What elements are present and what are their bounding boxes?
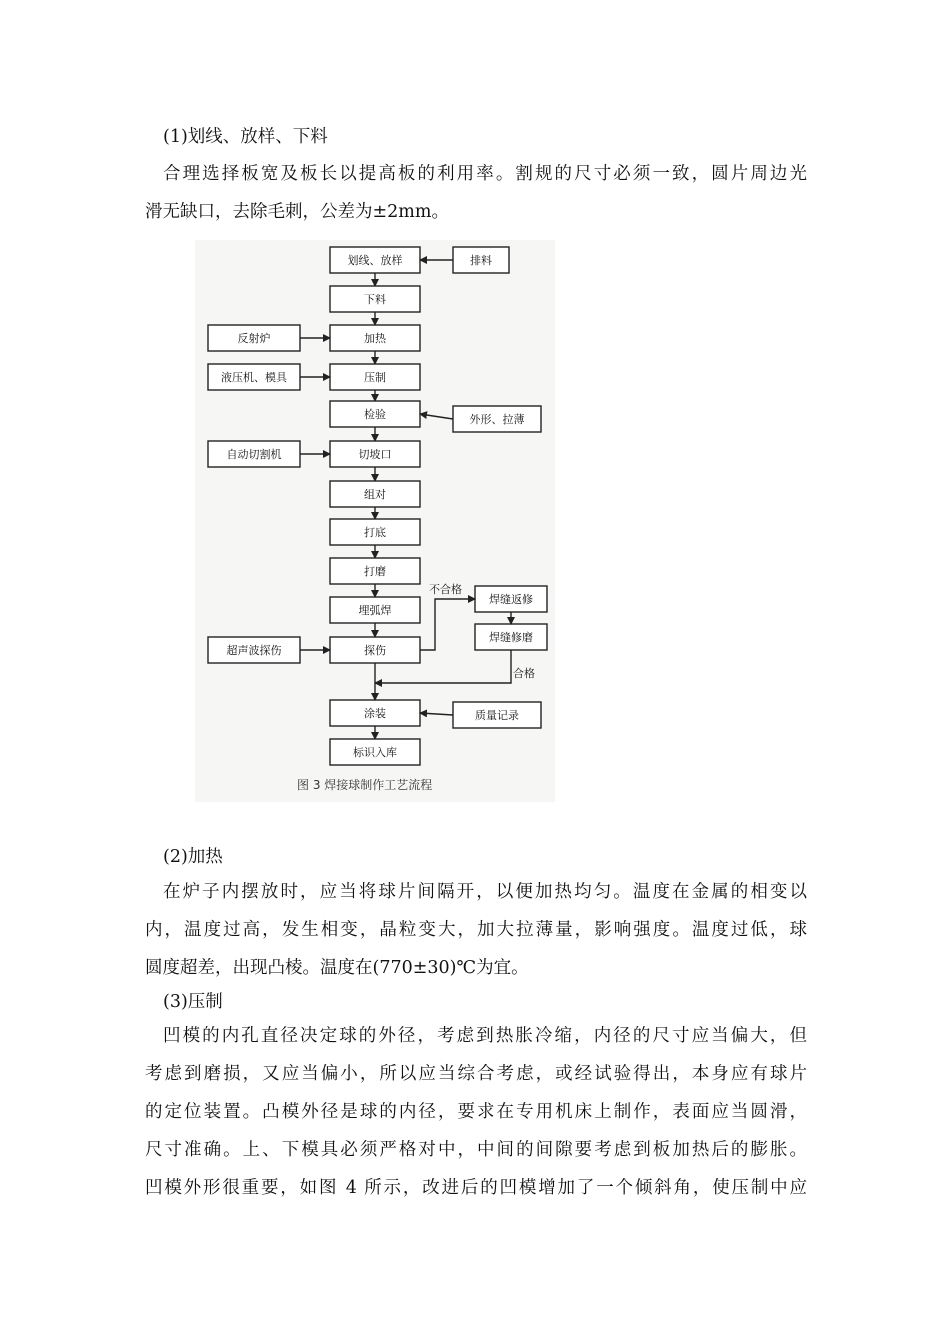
paragraph-line: 的定位装置。凸模外径是球的内径，要求在专用机床上制作，表面应当圆滑， (145, 1102, 807, 1122)
svg-text:超声波探伤: 超声波探伤 (226, 644, 282, 657)
main-step-labeling-storage (330, 739, 420, 765)
svg-text:反射炉: 反射炉 (237, 332, 271, 345)
svg-text:标识入库: 标识入库 (353, 746, 397, 759)
section-2-heading: (2)加热 (163, 847, 223, 867)
pass-label: 合格 (513, 667, 535, 680)
section-2-paragraph (145, 873, 807, 987)
svg-text:外形、拉薄: 外形、拉薄 (469, 413, 525, 426)
right-input-quality-record (453, 702, 541, 728)
svg-text:自动切割机: 自动切割机 (226, 448, 282, 461)
figure-caption: 图 3 焊接球制作工艺流程 (297, 778, 433, 792)
svg-text:检验: 检验 (364, 408, 386, 421)
svg-text:加热: 加热 (364, 332, 386, 345)
svg-text:下料: 下料 (364, 293, 386, 306)
right-input-nesting (453, 247, 509, 273)
left-input-reflection-furnace (208, 325, 300, 351)
main-step-mark-out (330, 247, 420, 273)
paragraph-line: 圆度超差，出现凸棱。温度在(770±30)℃为宜。 (145, 958, 529, 978)
left-input-auto-cutter (208, 441, 300, 467)
main-step-heating (330, 325, 420, 351)
paragraph-line: 凹模的内孔直径决定球的外径，考虑到热胀冷缩，内径的尺寸应当偏大，但 (163, 1026, 807, 1046)
svg-text:打磨: 打磨 (364, 565, 386, 578)
main-step-painting (330, 700, 420, 726)
svg-text:排料: 排料 (470, 254, 492, 267)
svg-text:划线、放样: 划线、放样 (347, 254, 403, 267)
main-step-root-welding (330, 519, 420, 545)
paragraph-line: 内，温度过高，发生相变，晶粒变大，加大拉薄量，影响强度。温度过低，球 (145, 920, 807, 940)
repair-step-weld-rework (475, 586, 547, 612)
main-step-grinding (330, 558, 420, 584)
section-1-heading: (1)划线、放样、下料 (163, 127, 328, 147)
paragraph-line: 凹模外形很重要，如图 4 所示，改进后的凹模增加了一个倾斜角，使压制中应 (145, 1178, 807, 1198)
flowchart-diagram (195, 240, 555, 802)
paragraph-line: 滑无缺口，去除毛刺，公差为±2mm。 (145, 202, 449, 222)
section-3-heading: (3)压制 (163, 992, 223, 1012)
main-step-inspection (330, 401, 420, 427)
left-input-hydraulic-press (208, 364, 300, 390)
main-step-submerged-arc-welding (330, 597, 420, 623)
paragraph-line: 在炉子内摆放时，应当将球片间隔开，以便加热均匀。温度在金属的相变以 (163, 882, 807, 902)
svg-text:组对: 组对 (364, 488, 386, 501)
svg-text:切坡口: 切坡口 (358, 448, 392, 461)
main-step-pressing (330, 364, 420, 390)
svg-text:液压机、模具: 液压机、模具 (221, 371, 287, 384)
main-step-bevel-cutting (330, 441, 420, 467)
section-1-paragraph (145, 155, 807, 231)
main-step-flaw-detection (330, 637, 420, 663)
svg-text:埋弧焊: 埋弧焊 (358, 604, 392, 617)
process-flowchart-figure (195, 240, 555, 802)
svg-text:焊缝修磨: 焊缝修磨 (489, 631, 533, 644)
main-step-blanking (330, 286, 420, 312)
svg-text:压制: 压制 (364, 371, 386, 384)
main-step-assembly (330, 481, 420, 507)
paragraph-line: 尺寸准确。上、下模具必须严格对中，中间的间隙要考虑到板加热后的膨胀。 (145, 1140, 807, 1160)
svg-text:焊缝返修: 焊缝返修 (489, 593, 533, 606)
right-input-shape-thinning (453, 406, 541, 432)
fail-label: 不合格 (429, 583, 462, 596)
paragraph-line: 合理选择板宽及板长以提高板的利用率。割规的尺寸必须一致，圆片周边光 (163, 164, 807, 184)
repair-step-weld-grinding (475, 624, 547, 650)
section-3-paragraph (145, 1017, 807, 1207)
svg-text:打底: 打底 (364, 526, 386, 539)
left-input-ultrasonic (208, 637, 300, 663)
paragraph-line: 考虑到磨损，又应当偏小，所以应当综合考虑，或经试验得出，本身应有球片 (145, 1064, 807, 1084)
svg-text:探伤: 探伤 (364, 644, 386, 657)
svg-text:涂装: 涂装 (364, 707, 386, 720)
svg-text:质量记录: 质量记录 (475, 709, 519, 722)
